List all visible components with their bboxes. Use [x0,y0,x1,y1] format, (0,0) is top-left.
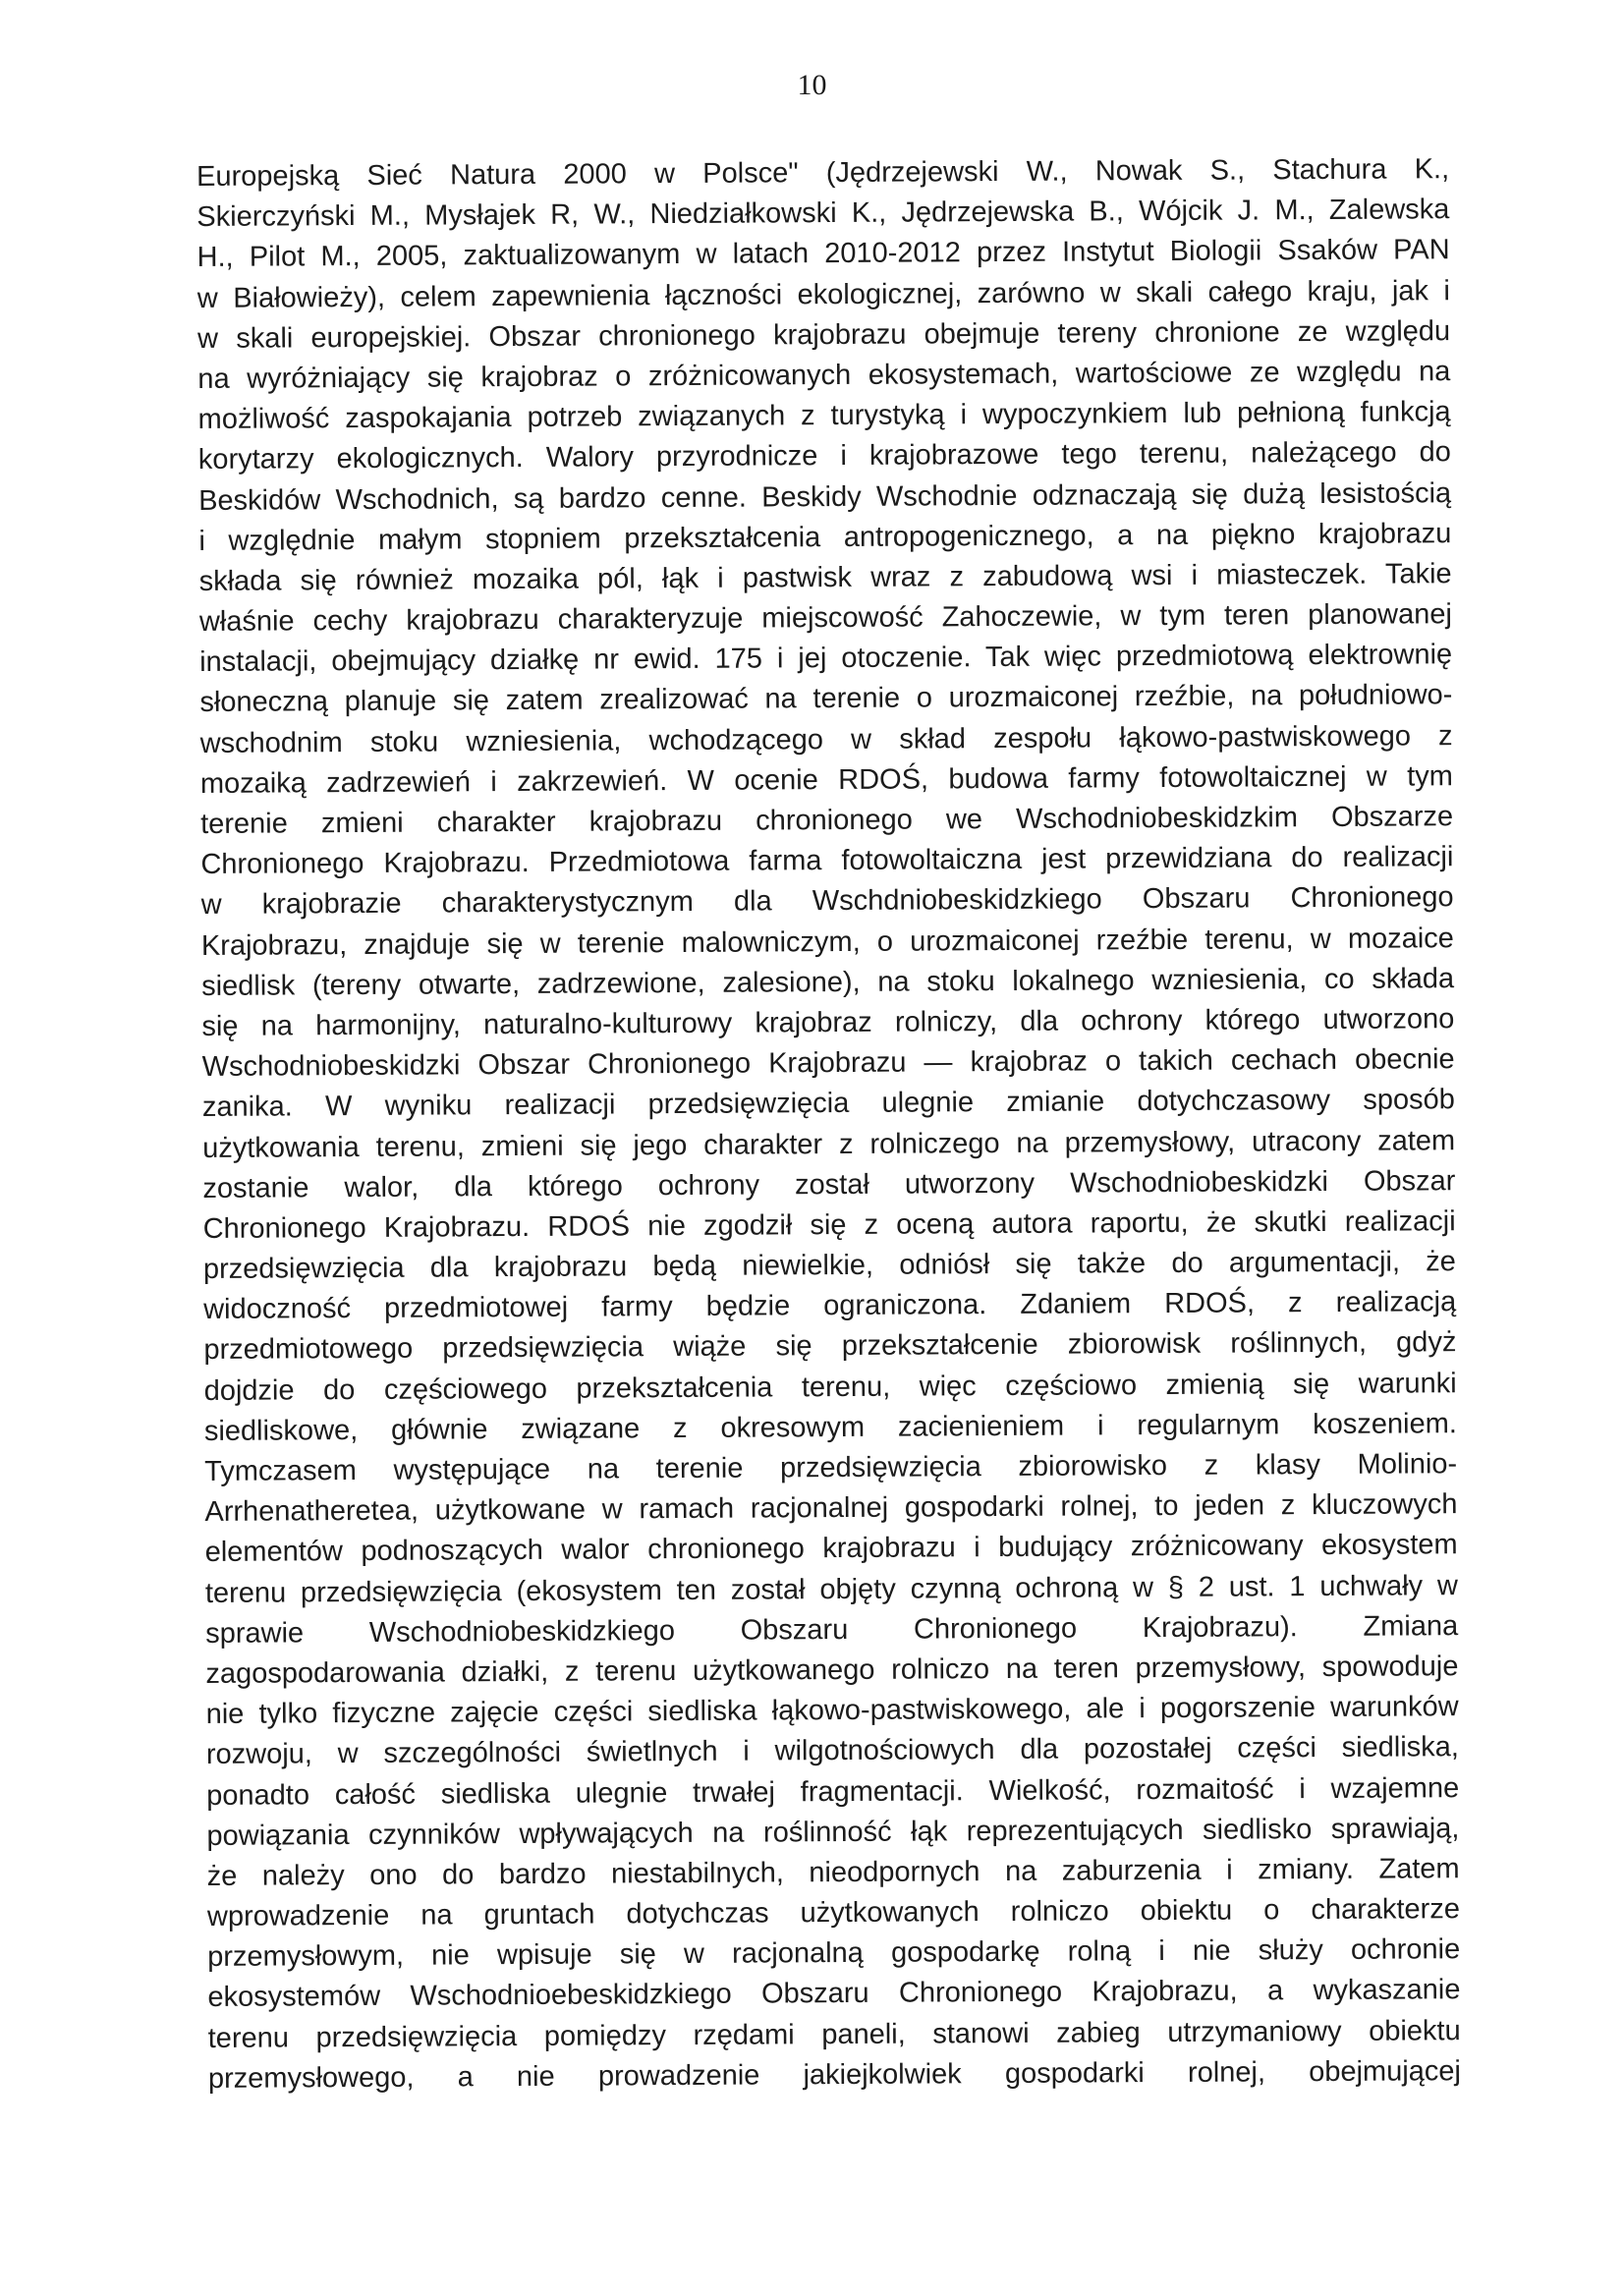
text-line: H., Pilot M., 2005, zaktualizowanym w latach 2010-2012 przez Instytut Biologii Ssaków PAN [196,234,1450,274]
page-number: 10 [797,69,827,101]
text-line: użytkowania terenu, zmieni się jego charakter z rolniczego na przemysłowy, utracony zatem [202,1124,1456,1164]
text-line: Beskidów Wschodnich, są bardzo cenne. Beskidy Wschodnie odznaczają się dużą lesistością [198,476,1452,517]
text-line: Tymczasem występujące na terenie przedsięwzięcia zbiorowisko z klasy Molinio- [204,1448,1458,1487]
text-line: na wyróżniający się krajobraz o zróżnicowanych ekosystemach, wartościowe ze względu na [197,356,1451,395]
text-line: przemysłowym, nie wpisuje się w racjonalną gospodarkę rolną i nie służy ochronie [207,1933,1461,1974]
text-line: Wschodniobeskidzki Obszar Chronionego Krajobrazu — krajobraz o takich cechach obecnie [201,1043,1455,1084]
text-line: ponadto całość siedliska ulegnie trwałej fragmentacji. Wielkość, rozmaitość i wzajemne [206,1771,1460,1812]
text-line: widoczność przedmiotowej farmy będzie ograniczona. Zdaniem RDOŚ, z realizacją [203,1286,1457,1326]
text-line: w Białowieży), celem zapewnienia łączności ekologicznej, zarówno w skali całego kraju, jak i [196,274,1450,314]
text-line: właśnie cechy krajobrazu charakteryzuje miejscowość Zahoczewie, w tym teren planowanej [198,598,1452,639]
text-line: ekosystemów Wschodnioebeskidzkiego Obszaru Chronionego Krajobrazu, a wykaszanie [207,1974,1461,2014]
text-line: rozwoju, w szczególności świetlnych i wilgotnościowych dla pozostałej części siedliska, [205,1731,1460,1771]
body-text [196,149,1461,2100]
text-line: korytarzy ekologicznych. Walory przyrodnicze i krajobrazowe tego terenu, należącego do [197,436,1451,476]
text-line: mozaiką zadrzewień i zakrzewień. W ocenie RDOŚ, budowa farmy fotowoltaicznej w tym [199,760,1453,800]
text-line: słoneczną planuje się zatem zrealizować na terenie o urozmaiconej rzeźbie, na południowo- [199,679,1453,719]
text-line: się na harmonijny, naturalno-kulturowy krajobraz rolniczy, dla ochrony którego utworzono [201,1003,1455,1042]
text-line: Chronionego Krajobrazu. RDOŚ nie zgodził się z oceną autora raportu, że skutki realizacji [202,1205,1456,1245]
text-line: przemysłowego, a nie prowadzenie jakiejkolwiek gospodarki rolnej, obejmującej [207,2054,1462,2095]
text-line: dojdzie do częściowego przekształcenia terenu, więc częściowo zmienią się warunki [203,1367,1457,1407]
text-line: wschodnim stoku wzniesienia, wchodzącego w skład zespołu łąkowo-pastwiskowego z [199,719,1453,759]
text-line: nie tylko fizyczne zajęcie części siedliska łąkowo-pastwiskowego, ale i pogorszenie warunków [205,1691,1459,1731]
text-line: Chronionego Krajobrazu. Przedmiotowa farma fotowoltaiczna jest przewidziana do realizacji [200,841,1454,881]
text-line: Europejską Sieć Natura 2000 w Polsce" (Jędrzejewski W., Nowak S., Stachura K., [196,153,1450,193]
text-line: Skierczyński M., Mysłajek R, W., Niedziałkowski K., Jędrzejewska B., Wójcik J. M., Zalewska [196,194,1450,234]
text-line: siedlisk (tereny otwarte, zadrzewione, zalesione), na stoku lokalnego wzniesienia, co składa [201,962,1455,1002]
text-line: terenie zmieni charakter krajobrazu chronionego we Wschodniobeskidzkim Obszarze [200,801,1454,840]
text-line: siedliskowe, głównie związane z okresowym zacienieniem i regularnym koszeniem. [203,1408,1457,1447]
text-line: sprawie Wschodniobeskidzkiego Obszaru Chronionego Krajobrazu). Zmiana [205,1609,1459,1650]
text-line: Krajobrazu, znajduje się w terenie malowniczym, o urozmaiconej rzeźbie terenu, w mozaice [200,922,1454,962]
text-line: instalacji, obejmujący działkę nr ewid. 175 i jej otoczenie. Tak więc przedmiotową elektrownię [199,639,1453,679]
text-line: Arrhenatheretea, użytkowane w ramach racjonalnej gospodarki rolnej, to jeden z kluczowych [204,1488,1458,1529]
text-line: w skali europejskiej. Obszar chronionego krajobrazu obejmuje tereny chronione ze względu [197,314,1451,355]
text-line: możliwość zaspokajania potrzeb związanych z turystyką i wypoczynkiem lub pełnioną funkcją [197,396,1451,436]
text-line: terenu przedsięwzięcia pomiędzy rzędami paneli, stanowi zabieg utrzymaniowy obiektu [207,2014,1461,2054]
text-line: i względnie małym stopniem przekształcenia antropogenicznego, a na piękno krajobrazu [198,517,1452,557]
text-line: zagospodarowania działki, z terenu użytkowanego rolniczo na teren przemysłowy, spowoduje [205,1651,1459,1690]
text-line: zostanie walor, dla którego ochrony został utworzony Wschodniobeskidzki Obszar [202,1164,1456,1204]
text-line: składa się również mozaika pól, łąk i pastwisk wraz z zabudową wsi i miasteczek. Takie [198,558,1452,597]
text-line: przedsięwzięcia dla krajobrazu będą niewielkie, odniósł się także do argumentacji, że [202,1246,1456,1286]
text-line: terenu przedsięwzięcia (ekosystem ten został objęty czynną ochroną w § 2 ust. 1 uchwały w [204,1569,1459,1609]
text-line: zanika. W wyniku realizacji przedsięwzięcia ulegnie zmianie dotychczasowy sposób [201,1084,1455,1124]
text-line: elementów podnoszących walor chronionego krajobrazu i budujący zróżnicowany ekosystem [204,1529,1458,1569]
text-line: przedmiotowego przedsięwzięcia wiąże się przekształcenie zbiorowisk roślinnych, gdyż [203,1326,1457,1367]
text-line: że należy ono do bardzo niestabilnych, nieodpornych na zaburzenia i zmiany. Zatem [206,1853,1460,1892]
text-line: wprowadzenie na gruntach dotychczas użytkowanych rolniczo obiektu o charakterze [206,1893,1461,1933]
text-line: powiązania czynników wpływających na roślinność łąk reprezentujących siedlisko sprawiają, [206,1812,1460,1852]
text-line: w krajobrazie charakterystycznym dla Wschdniobeskidzkiego Obszaru Chronionego [200,881,1454,922]
